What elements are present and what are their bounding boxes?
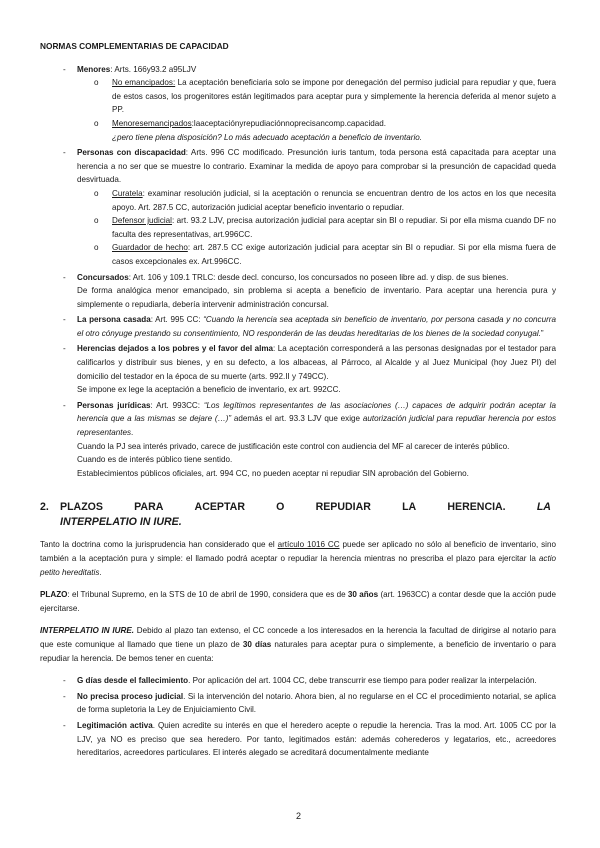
list-item: - G días desde el fallecimiento. Por aplicación del art. 1004 CC, debe transcurrir ese tiempo para poder realizar la interpelación. <box>63 676 537 686</box>
paragraph-doctrina: Tanto la doctrina como la jurisprudencia han considerado que el artículo 1016 CC puede ser aplicado no sólo al beneficio de inventario, sino también a la aceptación pura y simple: el llamado podrá aceptar o repudiar la herencia mientras no prescriba el plazo para ejercitar la actio petito hereditatis. <box>40 540 556 577</box>
section-heading: 2. PLAZOS PARA ACEPTAR O REPUDIAR LA HERENCIA. LA INTERPELATIO IN IURE. <box>40 501 551 529</box>
sublist-item: o Curatela: examinar resolución judicial, si la aceptación o renuncia se encuentran dentro de los actos en los que necesita apoyo. Art. 287.5 CC, autorización judicial aceptar beneficio inventario o repudiar. <box>94 188 556 212</box>
document-title: NORMAS COMPLEMENTARIAS DE CAPACIDAD <box>40 41 229 51</box>
list-item-juridicas: - Personas jurídicas: Art. 993CC: “Los legítimos representantes de las asociaciones (…) capaces de adquirir podrán aceptar la herencia que a las mismas se dejare (…)” además el art. 93.3 LJV que exige autorización judicial para repudiar herencia por estos representantes. Cuando la PJ sea interés privado, carece de justificación este control con audiencia del MF al carecer de interés público. Cuando es de interés público tiene sentido. Establecimientos públicos oficiales, art. 994 CC, no pueden aceptar ni repudiar SIN aprobación del Gobierno. <box>63 400 556 478</box>
capacity-list <box>40 63 556 481</box>
sublist-item: o Guardador de hecho: art. 287.5 CC exige autorización judicial para aceptar sin BI o repudiar. Si por ella misma fuera de casos excepcionales ex. Art.996CC. <box>94 243 557 266</box>
paragraph-interpelatio: INTERPELATIO IN IURE. Debido al plazo tan extenso, el CC concede a los interesados en la herencia la facultad de dirigirse al notario para que este comunique al llamado que tiene un plazo de 30 días naturales para aceptar pura o simplemente, a beneficio de inventario o para repudiar la herencia. De bemos tener en cuenta: <box>40 626 557 663</box>
interpelatio-list <box>40 674 556 760</box>
discapacidad-sublist <box>77 187 556 269</box>
list-item: - No precisa proceso judicial. Si la intervención del notario. Ahora bien, al no regularse en el CC el procedimiento notarial, se aplica de forma supletoria la Ley de Enjuiciamiento Civil. <box>63 691 556 715</box>
sublist-item: o Defensor judicial: art. 93.2 LJV, precisa autorización judicial para aceptar sin BI o repudiar. Si por ella misma cuando DF no faculta des representativas, art.996CC. <box>94 216 556 239</box>
menores-sublist <box>77 76 556 144</box>
list-item-casada: - La persona casada: Art. 995 CC: “Cuando la herencia sea aceptada sin beneficio de inventario, por persona casada y no concurra el otro cónyuge prestando su consentimiento, NO responderán de las deudas hereditarias de los bienes de la sociedad conyugal.” <box>63 315 556 338</box>
list-item-menores: - Menores: Arts. 166y93.2 a95LJV o No emancipados: La aceptación beneficiaria solo se impone por denegación del permiso judicial para repudiar y que, fuera de estos casos, los progenitores están legitimados para aceptar pura y simplemente la herencia deferida al menor sujeto a PP. o Menoresemancipados:laaceptaciónyrepudiaciónnoprecisancomp.capacidad. ¿pero tiene plena disposición? Lo más adecuado aceptación a beneficio de inventario. <box>40 63 556 145</box>
list-item: - Legitimación activa. Quien acredite su interés en que el heredero acepte o repudie la herencia. Tras la mod. Art. 1005 CC por la LJV, ya NO es preciso que sea heredero. Por tanto, legitimados están: además coherederos y legatarios, etc., acreedores hereditarios, acreedores particulares. El interés alegado se acreditará documentalmente mediante <box>63 720 556 758</box>
list-item-pobres: - Herencias dejados a los pobres y el favor del alma: La aceptación corresponderá a las personas designadas por el testador para calificarlos y distribuir sus bienes, y en su defecto, a los albaceas, al Párroco, al Alcalde y al Juez Municipal (hoy Juez PI) del domicilio del testador en la época de su muerte (arts. 992.II y 749CC). Se impone ex lege la aceptación a beneficio de inventario, ex art. 992CC. <box>63 344 556 395</box>
paragraph-plazo: PLAZO: el Tribunal Supremo, en la STS de 10 de abril de 1990, considera que es de 30 años (art. 1963CC) a contar desde que la acción pude ejercitarse. <box>40 590 556 613</box>
article-link[interactable]: artículo 1016 CC <box>277 540 340 550</box>
list-item-discapacidad: - Personas con discapacidad: Arts. 996 CC modificado. Presunción iuris tantum, toda persona está capacitada para aceptar una herencia a no ser que se muestre lo contrario. Examinar la medida de apoyo para comprobar si la presunción de capacidad queda desvirtuada. o Curatela: examinar resolución judicial, si la aceptación o renuncia se encuentran dentro de los actos en los que necesita apoyo. Art. 287.5 CC, autorización judicial aceptar beneficio inventario o repudiar. o Defensor judicial: art. 93.2 LJV, precisa autorización judicial para aceptar sin BI o repudiar. Si por ella misma cuando DF no faculta des representativas, art.996CC. o Guardador de hecho: art. 287.5 CC exige autorización judicial para aceptar sin BI o repudiar. Si por ella misma fuera de casos excepcionales ex. Art.996CC. <box>40 146 556 268</box>
list-item-concursados: - Concursados: Art. 106 y 109.1 TRLC: desde decl. concurso, los concursados no poseen libre ad. y disp. de sus bienes. De forma analógica menor emancipado, sin problema si acepta a beneficio de inventario. Para aceptar una herencia pura y simplemente o repudiarla, debería intervenir administración concursal. <box>63 272 556 309</box>
page-number: 2 <box>296 811 302 821</box>
sublist-item: o No emancipados: La aceptación beneficiaria solo se impone por denegación del permiso judicial para repudiar y que, fuera de estos casos, los progenitores están legitimados para aceptar pura y simplemente la herencia deferida al menor sujeto a PP. <box>94 78 556 115</box>
sublist-item: o Menoresemancipados:laaceptaciónyrepudiaciónnoprecisancomp.capacidad. ¿pero tiene plena disposición? Lo más adecuado aceptación a beneficio de inventario. <box>94 118 423 142</box>
